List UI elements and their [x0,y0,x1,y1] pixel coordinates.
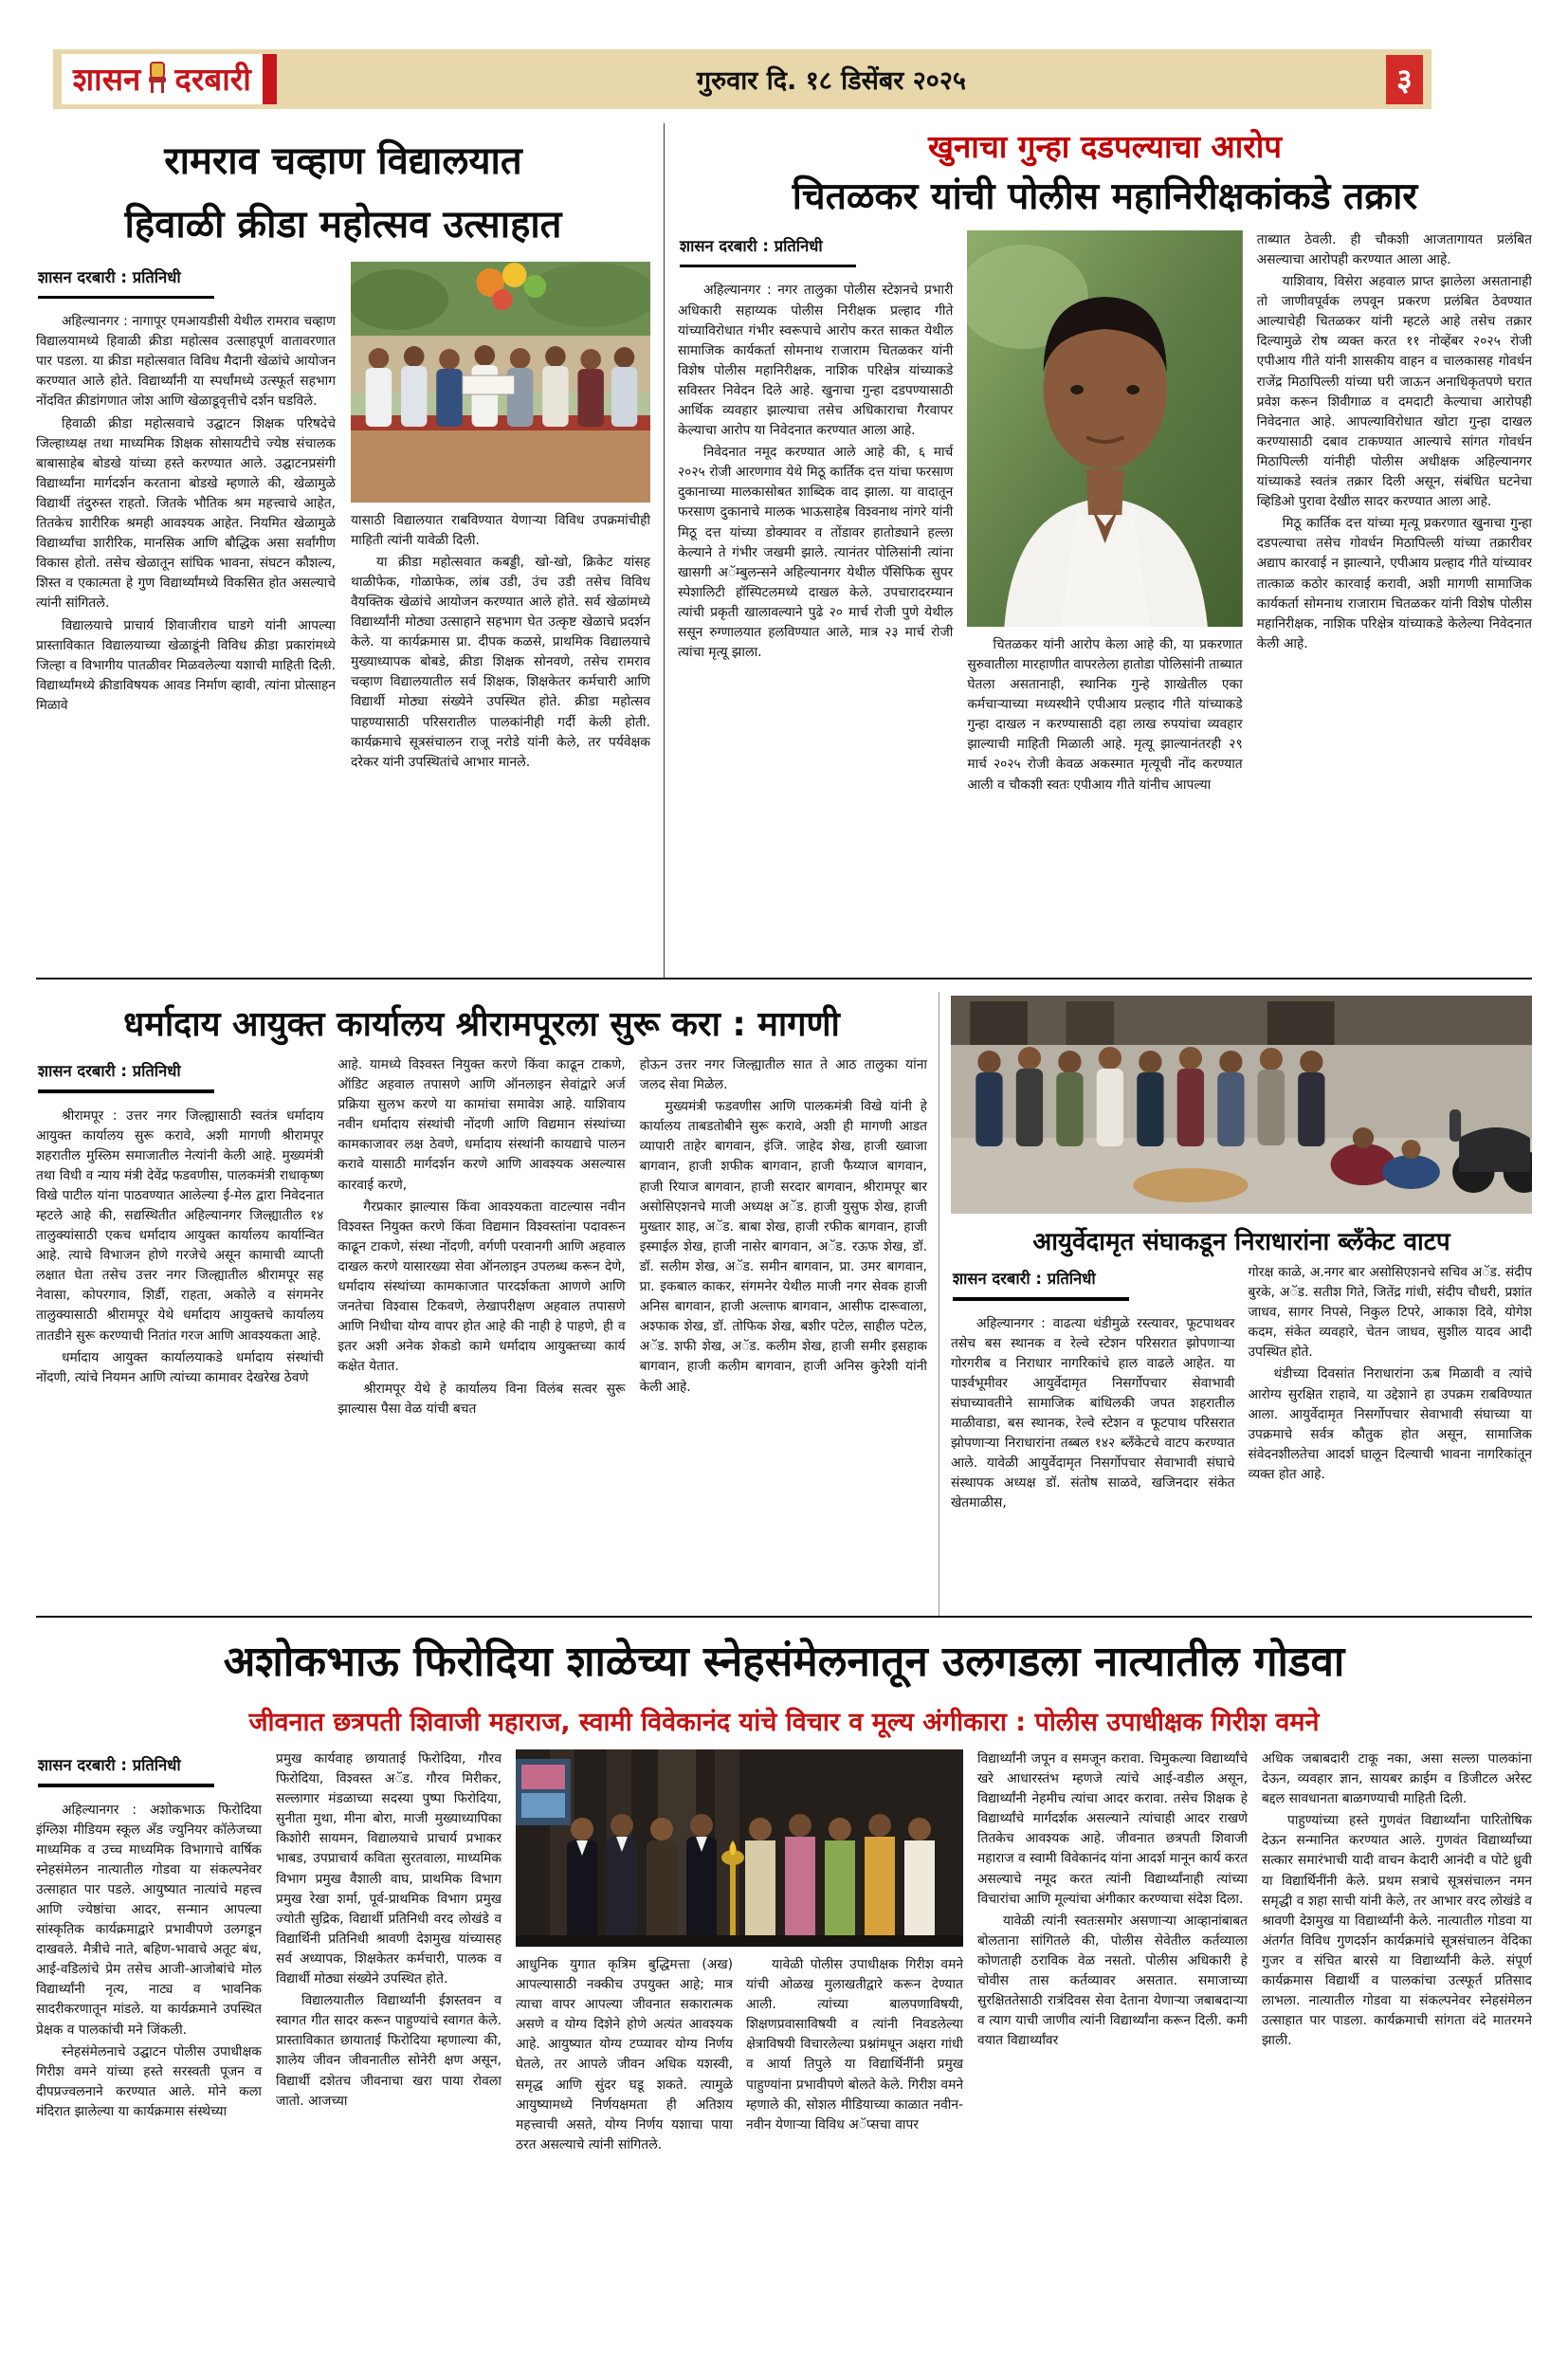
body-paragraph: अहिल्यानगर : अशोकभाऊ फिरोदिया इंग्लिश मीडियम स्कूल अँड ज्युनियर कॉलेजच्या माध्यमिक व उच्च माध्यमिक विभागाचे वार्षिक स्नेहसंमेलन नात्यातील गोडवा या संकल्पनेवर उत्साहात पार पडले. आयुष्यात नात्यांचे महत्त्व आणि ज्येष्ठांचा आदर, सन्मान आपल्या सांस्कृतिक कार्यक्रमाद्वारे प्रभावीपणे उलगडून दाखवले. मैत्रीचे नाते, बहिण-भावाचे अतूट बंध, आई-वडिलांचे प्रेम तसेच आजी-आजोबांचे मोल विद्यार्थ्यांनी नृत्य, नाट्य व भावनिक सादरीकरणातून मांडले. या कार्यक्रमाने उपस्थित प्रेक्षक व पालकांची मने जिंकली. [36,1802,262,2038]
body-paragraph: अहिल्यानगर : नगर तालुका पोलीस स्टेशनचे प्रभारी अधिकारी सहाय्यक पोलीस निरीक्षक प्रल्हाद गीते यांच्याविरोधात गंभीर स्वरूपाचे आरोप करत साकत येथील सामाजिक कार्यकर्ता सोमनाथ राजाराम चितळकर यांनी विशेष पोलीस महानिरीक्षक, नाशिक परिक्षेत्र यांच्याकडे सविस्तर निवेदन दिले आहे. खुनाचा गुन्हा दडपण्यासाठी आर्थिक व्यवहार झाल्याचा तसेच अधिकाराचा गैरवापर केल्याचा आरोप या निवेदनात करण्यात आला आहे. [678,283,954,439]
body-paragraph: अधिक जबाबदारी टाकू नका, असा सल्ला पालकांना देऊन, व्यवहार ज्ञान, सायबर क्राईम व डिजीटल अरेस्ट बद्दल सावधानता बाळगण्याची माहिती दिली. [1262,1751,1532,1807]
byline-rule [38,296,214,300]
middle-section [36,992,1532,1618]
article-sports-festival [36,123,664,978]
school-gathering-photo [516,1749,963,1947]
complaint-headline: चितळकर यांची पोलीस महानिरीक्षकांकडे तक्रार [792,175,1418,218]
sports-event-photo [351,262,650,503]
body-paragraph: विद्यालयातील विद्यार्थ्यांनी ईशस्तवन व स्वागत गीत सादर करून पाहुण्यांचे स्वागत केले. प्रास्ताविकात छायाताई फिरोदिया म्हणाल्या की, शालेय जीवन जीवनातील सोनेरी क्षण असून, विद्यार्थी दशेतच जीवनाचा खरा पाया रोवला जातो. आजच्या [276,1993,501,2109]
sports-column-2 [351,262,650,775]
sports-headline-line2: हिवाळी क्रीडा महोत्सव उत्साहात [124,202,562,247]
blanket-headline: आयुर्वेदामृत संघाकडून निराधारांना ब्लँकेट वाटप [1032,1228,1450,1256]
complaint-column-1 [678,230,953,797]
article-police-complaint [664,123,1532,978]
body-paragraph: यासाठी विद्यालयात राबविण्यात येणाऱ्या विविध उपक्रमांचीही माहिती त्यांनी यावेळी दिली. [351,512,650,548]
body-paragraph: आहे. यामध्ये विश्वस्त नियुक्त करणे किंवा काढून टाकणे, ऑडिट अहवाल तपासणे आणि ऑनलाइन सेवांद्वारे अर्ज प्रक्रिया सुलभ करणे या कामांचा समावेश आहे. याशिवाय नवीन धर्मादाय संस्थांची नोंदणी आणि विद्यमान संस्थांच्या कामकाजावर लक्ष ठेवणे, धर्मादाय संस्थांनी कायद्याचे पालन करावे यासाठी मार्गदर्शन करणे आणि आवश्यक असल्यास कारवाई करणे, [337,1057,626,1193]
byline-text: शासन दरबारी : प्रतिनिधी [38,1062,181,1080]
masthead [53,49,1431,109]
logo-word-2: दरबारी [174,61,251,98]
byline-rule [680,265,856,268]
charity-column-1 [36,1055,323,1421]
complaint-column-2 [967,230,1242,797]
school-column-1 [36,1749,262,2157]
article-school-gathering [36,1631,1532,2371]
sports-article-body [36,262,650,775]
body-paragraph: अहिल्यानगर : वाढत्या थंडीमुळे रस्त्यावर, फूटपाथवर तसेच बस स्थानक व रेल्वे स्टेशन परिसरात झोपणाऱ्या गोरगरीब व निराधार नागरिकांचे हाल वाढले आहेत. या पार्श्वभूमीवर आयुर्वेदामृत निसर्गोपचार सेवाभावी संघाच्यावतीने सामाजिक बांधिलकी जपत शहरातील माळीवाडा, बस स्थानक, रेल्वे स्टेशन व फूटपाथ परिसरात झोपणाऱ्या निराधारांना तब्बल १४२ ब्लँकेटचे वाटप करण्यात आले. यावेळी आयुर्वेदामृत निसर्गोपचार सेवाभावी संघाचे संस्थापक अध्यक्ष डॉ. संतोष साळवे, खजिनदार संकेत खेतमाळीस, [951,1315,1235,1511]
body-paragraph: मिठू कार्तिक दत्त यांच्या मृत्यू प्रकरणात खुनाचा गुन्हा दडपल्याचा तसेच गोवर्धन मिठापिल्ली यांच्या तक्रारीवर अद्याप कारवाई न झाल्याने, एपीआय प्रल्हाद गीते यांच्यावर तात्काळ कठोर कारवाई करावी, अशी मागणी सामाजिक कार्यकर्ता सोमनाथ राजाराम चितळकर यांनी विशेष पोलीस महानिरीक्षक, नाशिक परिक्षेत्र यांच्याकडे केलेल्या निवेदनात केली आहे. [1256,516,1532,651]
body-paragraph: विद्यालयाचे प्राचार्य शिवाजीराव घाडगे यांनी आपल्या प्रास्ताविकात विद्यालयाच्या खेळाडूंनी विविध क्रीडा प्रकारांमध्ये जिल्हा व विभागीय पातळीवर मिळवलेल्या यशाची माहिती दिली. विद्यार्थ्यांमध्ये क्रीडाविषयक आवड निर्माण व्हावी, त्यांना प्रोत्साहन मिळावे [36,617,336,713]
byline [953,1267,1235,1301]
body-paragraph: श्रीरामपूर येथे हे कार्यालय विना विलंब सत्वर सुरू झाल्यास पैसा वेळ यांची बचत [337,1381,626,1417]
body-paragraph: स्नेहसंमेलनाचे उद्घाटन पोलीस उपाधीक्षक गिरीश वमने यांच्या हस्ते सरस्वती पूजन व दीपप्रज्वलनाने करण्यात आले. मोने कला मंदिरात झालेल्या या कार्यक्रमास संस्थेच्या [36,2043,262,2119]
body-paragraph: गैरप्रकार झाल्यास किंवा आवश्यकता वाटल्यास नवीन विश्वस्त नियुक्त करणे किंवा विद्यमान विश्वस्तांना पदावरून काढून टाकणे, संस्था नोंदणी, वर्गणी परवानगी आणि अहवाल दाखल करणे यासारख्या सेवा ऑनलाइन उपलब्ध करून देणे, धर्मादाय संस्थांच्या कामकाजात पारदर्शकता आणणे आणि जनतेचा विश्वास टिकवणे, लेखापरीक्षण अहवाल तपासणे आणि निधीचा योग्य वापर होत आहे की नाही हे पाहणे, ही व इतर अशी अनेक शेकडो कामे धर्मादाय आयुक्तच्या कार्य कक्षेत येतात. [337,1199,626,1375]
byline-text: शासन दरबारी : प्रतिनिधी [953,1270,1096,1288]
blanket-article-body [951,1263,1532,1515]
body-paragraph: ताब्यात ठेवली. ही चौकशी आजतागायत प्रलंबित असल्याचा आरोपही करण्यात आला आहे. [1256,231,1532,267]
byline [38,265,336,300]
body-paragraph: गोरक्ष काळे, अ.नगर बार असोसिएशनचे सचिव अॅड. संदीप बुरके, अॅड. सतीश गिते, जितेंद्र गांधी, संदीप चौधरी, प्रशांत जाधव, सागर निपसे, निकुल टिपरे, आकाश दिवे, योगेश कदम, संकेत व्यवहारे, चेतन जाधव, सुशील यादव आदी उपस्थित होते. [1248,1265,1532,1361]
body-paragraph: यावेळी त्यांनी स्वतःसमोर असणाऱ्या आव्हानांबाबत बोलताना सांगितले की, पोलीस सेवेतील कर्तव्याला कोणताही ठराविक वेळ नसतो. पोलीस अधिकारी हे चोवीस तास कर्तव्यावर असतात. समाजाच्या सुरक्षिततेसाठी रात्रंदिवस सेवा देताना येणाऱ्या जबाबदाऱ्या व त्याग याची जाणीव त्यांनी विद्यार्थ्यांना करून दिली. कमी वयात विद्यार्थ्यांवर [977,1913,1248,2049]
edition-date: गुरुवार दि. १८ डिसेंबर २०२५ [696,66,966,96]
byline-rule [953,1297,1129,1301]
throne-chair-icon [147,61,168,99]
body-paragraph: हिवाळी क्रीडा महोत्सवाचे उद्घाटन शिक्षक परिषदेचे जिल्हाध्यक्ष तथा माध्यमिक शिक्षक सोसायटीचे ज्येष्ठ संचालक बाबासाहेब बोडखे यांच्या हस्ते करण्यात आले. उद्घाटनप्रसंगी विद्यार्थ्यांना मार्गदर्शन करताना बोडखे म्हणाले की, खेळामुळे विद्यार्थी तंदुरुस्त राहतो. जितके भौतिक श्रम महत्त्वाचे आहेत, तितकेच शारीरिक श्रमही आवश्यक आहेत. नियमित खेळामुळे विद्यार्थ्यांचा शारीरिक, मानसिक आणि बौद्धिक असा सर्वांगीण विकास होतो. तसेच खेळातून सांघिक भावना, संघटन कौशल्य, शिस्त व एकात्मता हे गुण विद्यार्थ्यांमध्ये विकसित होत असल्याचे त्यांनी सांगितले. [36,415,336,612]
body-paragraph: यावेळी पोलीस उपाधीक्षक गिरीश वमने यांची ओळख मुलाखतीद्वारे करून देण्यात आली. त्यांच्या बालपणाविषयी, शिक्षणप्रवासाविषयी व त्यांनी निवडलेल्या क्षेत्राविषयी विचारलेल्या प्रश्नांमधून अक्षरा गांधी व आर्या तिपुले या विद्यार्थिनींनी प्रमुख पाहुण्यांना प्रभावीपणे बोलते केले. गिरीश वमने म्हणाले की, सोशल मीडियाच्या काळात नवीन-नवीन येणाऱ्या विविध अॅप्सचा वापर [746,1957,963,2133]
blanket-distribution-photo [951,996,1532,1214]
body-paragraph: चितळकर यांनी आरोप केला आहे की, या प्रकरणात सुरुवातीला मारहाणीत वापरलेला हातोडा पोलिसांनी ताब्यात घेतला असतानाही, स्थानिक गुन्हे शाखेतील एका कर्मचाऱ्याच्या मध्यस्थीने एपीआय प्रल्हाद गीते यांच्याकडे गुन्हा दाखल न करण्यासाठी दहा लाख रुपयांचा व्यवहार झाल्याची माहिती मिळाली आहे. मृत्यू झाल्यानंतरही २९ मार्च २०२५ रोजी केवळ अकस्मात मृत्यूची नोंद करण्यात आली व चौकशी स्वतः एपीआय गीते यांनीच आपल्या [967,636,1243,793]
school-middle-block [516,1749,963,2157]
body-paragraph: पाहुण्यांच्या हस्ते गुणवंत विद्यार्थ्यांना पारितोषिक देऊन सन्मानित करण्यात आले. गुणवंत विद्यार्थ्यांच्या सत्कार समारंभाची यादी वाचन केदारी आनंदी व पोटे ध्रुवी या विद्यार्थिनींनी केले. प्रथम सत्राचे सूत्रसंचालन नमन समृद्धी व शहा साची यांनी केले, तर आभार वरद लोखंडे व श्रावणी देशमुख या विद्यार्थ्यांनी केले. नात्यातील गोडवा या अंतर्गत विविध गुणदर्शन कार्यक्रमांचे सूत्रसंचालन वेदिका गुजर व संचित बारसे या विद्यार्थ्यांनी केले. संपूर्ण कार्यक्रमास विद्यार्थी व पालकांचा उत्स्फूर्त प्रतिसाद लाभला. नात्यातील गोडवा या संकल्पनेवर स्नेहसंमेलन उत्साहात पार पाडला. कार्यक्रमाची सांगता वंदे मातरमने झाली. [1262,1813,1532,2049]
newspaper-logo [62,54,263,104]
byline [38,1753,262,1787]
body-paragraph: अहिल्यानगर : नागापूर एमआयडीसी येथील रामराव चव्हाण विद्यालयामध्ये हिवाळी क्रीडा महोत्सव उत्साहपूर्ण वातावरणात पार पडला. या क्रीडा महोत्सवात विविध मैदानी खेळांचे आयोजन करण्यात आले होते. विद्यार्थ्यांनी या स्पर्धांमध्ये उत्स्फूर्त सहभाग नोंदवित क्रीडांगणात जोश आणि खेळाडूवृत्तीचे दर्शन घडविले. [36,314,336,410]
school-subheadline: जीवनात छत्रपती शिवाजी महाराज, स्वामी विवेकानंद यांचे विचार व मूल्य अंगीकारा : पोलीस उपाधीक्षक गिरीश वमने [248,1708,1320,1737]
body-paragraph: होऊन उत्तर नगर जिल्ह्यातील सात ते आठ तालुका यांना जलद सेवा मिळेल. [639,1057,927,1093]
byline-text: शासन दरबारी : प्रतिनिधी [38,1756,181,1774]
body-paragraph: या क्रीडा महोत्सवात कबड्डी, खो-खो, क्रिकेट यांसह थाळीफेक, गोळाफेक, लांब उडी, उंच उडी तसेच विविध वैयक्तिक खेळांचे आयोजन करण्यात आले होते. सर्व खेळांमध्ये विद्यार्थ्यांनी मोठ्या उत्साहाने सहभाग घेत उत्कृष्ट खेळाचे प्रदर्शन केले. या कार्यक्रमास प्रा. दीपक कळसे, प्राथमिक विद्यालयाचे मुख्याध्यापक बोबडे, क्रीडा शिक्षक सोनवणे, तसेच रामराव चव्हाण विद्यालयातील सर्व शिक्षक, शिक्षकेतर कर्मचारी आणि विद्यार्थी मोठ्या संख्येने उपस्थित होते. क्रीडा महोत्सव पाहण्यासाठी परिसरातील पालकांनीही गर्दी केली होती. कार्यक्रमाचे सूत्रसंचालन राजू नरोडे यांनी केले, तर पर्यवेक्षक दरेकर यांनी उपस्थितांचे आभार मानले. [351,554,650,770]
body-paragraph: याशिवाय, विसेरा अहवाल प्राप्त झालेला असतानाही तो जाणीवपूर्वक लपवून प्रकरण प्रलंबित ठेवण्यात आल्याचेही चितळकर यांनी म्हटले आहे तसेच तक्रार दिल्यामुळे रोष व्यक्त करत ११ नोव्हेंबर २०२५ रोजी एपीआय गीते यांनी शासकीय वाहन व चालकासह गोवर्धन राजेंद्र मिठापिल्ली यांच्या घरी जाऊन अनाधिकृतपणे घरात प्रवेश करून शिवीगाळ व दमदाटी केल्याचा आरोपही निवेदनात आहे. आपल्याविरोधात खोटा गुन्हा दाखल करण्यासाठी दबाव टाकण्यात आल्याचे सांगत गोवर्धन मिठापिल्ली यांनीही पोलीस अधीक्षक अहिल्यानगर यांच्याकडे स्वतंत्र तक्रार दिली असून, संबंधित घटनेचा व्हिडिओ पुरावा देखील सादर करण्यात आला आहे. [1256,274,1532,510]
charity-headline: धर्मादाय आयुक्त कार्यालय श्रीरामपूरला सुरू करा : मागणी [123,1005,840,1044]
body-paragraph: श्रीरामपूर : उत्तर नगर जिल्ह्यासाठी स्वतंत्र धर्मादाय आयुक्त कार्यालय सुरू करावे, अशी मागणी श्रीरामपूर शहरातील मुस्लिम समाजातील नेत्यांनी केली आहे. मुख्यमंत्री तथा विधी व न्याय मंत्री देवेंद्र फडवणीस, पालकमंत्री राधाकृष्ण विखे पाटील यांना पाठवण्यात आलेल्या ई-मेल द्वारा निवेदनात म्हटले आहे की, सद्यस्थितीत अहिल्यानगर जिल्ह्यातील १४ तालुक्यांसाठी एकच धर्मादाय आयुक्त कार्यालय कार्यान्वित आहे. त्याचे विभाजन होणे गरजेचे असून कामाची व्याप्ती लक्षात घेता तसेच उत्तर नगर जिल्ह्यातील श्रीरामपूर सह नेवासा, कोपरगाव, शिर्डी, राहता, अकोले व संगमनेर तालुक्यासाठी श्रीरामपूर येथे धर्मादाय आयुक्तचे कार्यालय तातडीने सुरू करण्याची नितांत गरज आणि आवश्यकता आहे. [36,1108,324,1344]
article-blanket-distribution [939,992,1532,1616]
school-photo-caption-columns [516,1955,963,2157]
body-paragraph: प्रमुख कार्यवाह छायाताई फिरोदिया, गौरव फिरोदिया, विश्वस्त अॅड. गौरव मिरीकर, सल्लागार मंडळाच्या सदस्या पुष्पा फिरोदिया, सुनीता मुथा, मीना बोरा, माजी मुख्याध्यापिका किशोरी सायमन, विद्यालयाचे प्राचार्य प्रभाकर भाबड, उपप्राचार्य कविता सुरतवाला, माध्यमिक विभाग प्रमुख वैशाली वाघ, प्राथमिक विभाग प्रमुख रेखा शर्मा, पूर्व-प्राथमिक विभाग प्रमुख ज्योती सुद्रिक, विद्यार्थी प्रतिनिधी वरद लोखंडे व विद्यार्थिनी प्रतिनिधी श्रावणी देशमुख यांच्यासह सर्व अध्यापक, शिक्षकेतर कर्मचारी, पालक व विद्यार्थी मोठ्या संख्येने उपस्थित होते. [276,1751,501,1987]
complaint-kicker: खुनाचा गुन्हा दडपल्याचा आरोप [927,128,1283,165]
blanket-column-1 [951,1263,1235,1515]
charity-column-2 [337,1055,625,1421]
article-charity-office-demand [36,992,939,1616]
complainant-portrait-photo [967,230,1242,627]
byline-text: शासन दरबारी : प्रतिनिधी [680,236,823,255]
sports-headline-line1: रामराव चव्हाण विद्यालयात [164,139,522,183]
complaint-article-body [678,230,1532,797]
logo-red-bar [263,54,277,104]
sports-column-1 [36,262,336,775]
school-column-2 [276,1749,501,2157]
body-paragraph: थंडीच्या दिवसांत निराधारांना ऊब मिळावी व त्यांचे आरोग्य सुरक्षित राहावे, या उद्देशाने हा उपक्रम राबविण्यात आला. आयुर्वेदामृत निसर्गोपचार सेवाभावी संघाच्या या उपक्रमाचे सर्वत्र कौतुक होत असून, सामाजिक संवेदनशीलतेचा आदर्श घालून दिल्याची भावना नागरिकांतून व्यक्त होत आहे. [1248,1366,1532,1482]
body-paragraph: विद्यार्थ्यांनी जपून व समजून करावा. चिमुकल्या विद्यार्थ्यांचे खरे आधारस्तंभ म्हणजे त्यांचे आई-वडील असून, विद्यार्थ्यांनी नेहमीच त्यांचा आदर करावा. तसेच शिक्षक हे विद्यार्थ्यांचे मार्गदर्शक असल्याने त्यांचाही आदर राखणे तितकेच आवश्यक आहे. जीवनात छत्रपती शिवाजी महाराज व स्वामी विवेकानंद यांना आदर्श मानून कार्य करत असल्याचे नमूद करत त्यांनी विद्यार्थ्यांनाही त्यांच्या विचारांचा आणि मूल्यांचा अंगीकार करण्याचा संदेश दिला. [977,1751,1248,1907]
byline [680,234,953,268]
byline [38,1059,323,1093]
school-headline: अशोकभाऊ फिरोदिया शाळेच्या स्नेहसंमेलनातून उलगडला नात्यातील गोडवा [223,1638,1345,1686]
page-number-badge: ३ [1386,55,1423,104]
school-article-body [36,1749,1532,2157]
school-column-6 [1262,1749,1532,2157]
complaint-column-3 [1257,230,1532,797]
byline-rule [38,1089,214,1093]
top-section [36,123,1532,979]
charity-article-body [36,1055,927,1421]
body-paragraph: धर्मादाय आयुक्त कार्यालयाकडे धर्मादाय संस्थांची नोंदणी, त्यांचे नियमन आणि त्यांच्या कामावर देखरेख ठेवणे [36,1349,324,1385]
school-column-5 [977,1749,1248,2157]
byline-rule [38,1784,214,1787]
byline-text: शासन दरबारी : प्रतिनिधी [38,267,181,286]
charity-column-3 [640,1055,927,1421]
body-paragraph: मुख्यमंत्री फडवणीस आणि पालकमंत्री विखे यांनी हे कार्यालय ताबडतोबीने सुरू करावे, अशी ही मागणी आडत व्यापारी ताहेर बागवान, इंजि. जाहेद शेख, हाजी ख्वाजा बागवान, हाजी शफीक बागवान, हाजी फैय्याज बागवान, हाजी रियाज बागवान, हाजी सरदार बागवान, श्रीरामपूर बार असोसिएशनचे माजी अध्यक्ष अॅड. हाजी युसुफ शेख, हाजी मुख्तार शाह, अॅड. बाबा शेख, हाजी रफीक बागवान, हाजी इस्माईल शेख, हाजी नासेर बागवान, अॅड. रऊफ शेख, डॉ. डॉ. सलीम शेख, अॅड. समीन बागवान, प्रा. उमर बागवान, प्रा. इकबाल काकर, संगमनेर येथील माजी नगर सेवक हाजी अनिस बागवान, हाजी अल्ताफ बागवान, आसीफ दारूवाला, अश्फाक शेख, डॉ. तोफिक शेख, बशीर पटेल, साहील पटेल, अॅड. शफी शेख, अॅड. कलीम शेख, हाजी समीर इसहाक बागवान, हाजी कलीम बागवान, हाजी अनिस कुरेशी यांनी केली आहे. [639,1099,927,1395]
blanket-column-2 [1249,1263,1533,1515]
body-paragraph: निवेदनात नमूद करण्यात आले आहे की, ६ मार्च २०२५ रोजी आरणगाव येथे मिठू कार्तिक दत्त यांचा फरसाण दुकानाच्या मालकासोबत शाब्दिक वाद झाला. या वादातून फरसाण दुकानाचे मालक भाऊसाहेब विश्वनाथ नांगरे यांनी मिठू दत्त यांच्या डोक्यावर व तोंडावर हातोड्याने हल्ला केल्याने ते गंभीर जखमी झाले. त्यानंतर पोलिसांनी त्यांना खासगी अॅम्बुलन्सने अहिल्यानगर येथील पॅसिफिक सुपर स्पेशालिटी हॉस्पिटलमध्ये दाखल केले. उपचारादरम्यान त्यांची प्रकृती खालावल्याने पुढे २० मार्च रोजी पुणे येथील ससून रुग्णालयात हलविण्यात आले, मात्र २३ मार्च रोजी त्यांचा मृत्यू झाला. [678,445,954,661]
body-paragraph: आधुनिक युगात कृत्रिम बुद्धिमत्ता (अख) आपल्यासाठी नक्कीच उपयुक्त आहे; मात्र त्याचा वापर आपल्या जीवनात सकारात्मक असणे व योग्य दिशेने होणे अत्यंत आवश्यक आहे. आयुष्यात योग्य टप्प्यावर योग्य निर्णय घेतले, तर आपले जीवन अधिक यशस्वी, समृद्ध आणि सुंदर घडू शकते. त्यामुळे आयुष्यामध्ये निर्णयक्षमता ही अतिशय महत्त्वाची असते, योग्य निर्णय यशाचा पाया ठरत असल्याचे त्यांनी सांगितले. [516,1957,733,2152]
logo-word-1: शासन [73,61,141,98]
